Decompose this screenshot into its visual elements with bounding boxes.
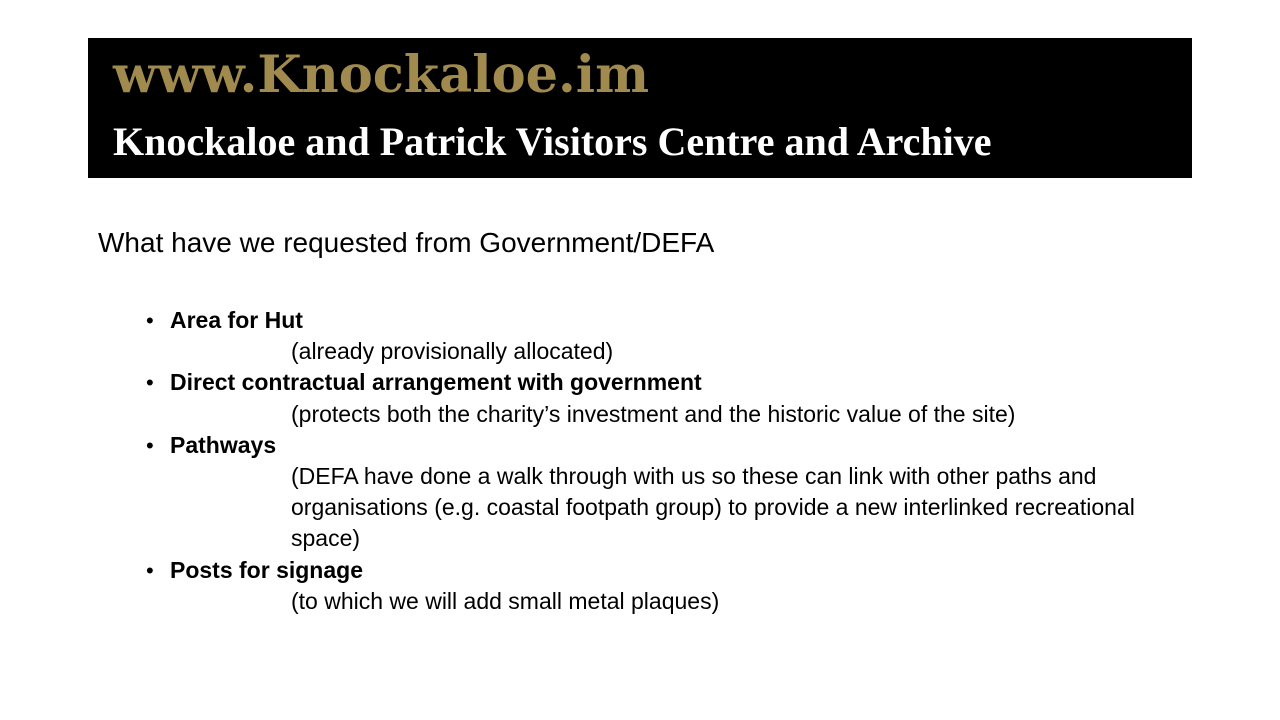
list-item-description: (protects both the charity’s investment and the historic value of the site) [291,400,1016,427]
bullet-icon: • [146,308,154,333]
list-item-pathways [146,430,1206,555]
list-item-title: Pathways [170,431,277,458]
list-item-area-for-hut [146,305,1206,367]
bullet-icon: • [146,557,154,583]
website-url: www.Knockaloe.im [113,45,650,105]
request-list [146,305,1206,617]
list-item-title: Direct contractual arrangement with government [170,369,702,396]
slide-heading: What have we requested from Government/DEFA [98,227,715,258]
list-item-description: (already provisionally allocated) [291,338,614,365]
list-item-title: Posts for signage [170,556,363,583]
list-item-description: (to which we will add small metal plaques) [291,587,720,614]
header-banner [88,38,1192,178]
bullet-icon: • [146,432,154,458]
list-item-title: Area for Hut [170,307,303,333]
bullet-icon: • [146,370,154,396]
list-item-posts-for-signage [146,555,1206,617]
banner-title: Knockaloe and Patrick Visitors Centre and Archive [113,119,992,164]
list-item-contractual-arrangement [146,367,1206,429]
list-item-description: (DEFA have done a walk through with us so these can link with other paths and organisations (e.g. coastal footpath group) to provide a new interlinked recreational space) [291,463,1135,552]
